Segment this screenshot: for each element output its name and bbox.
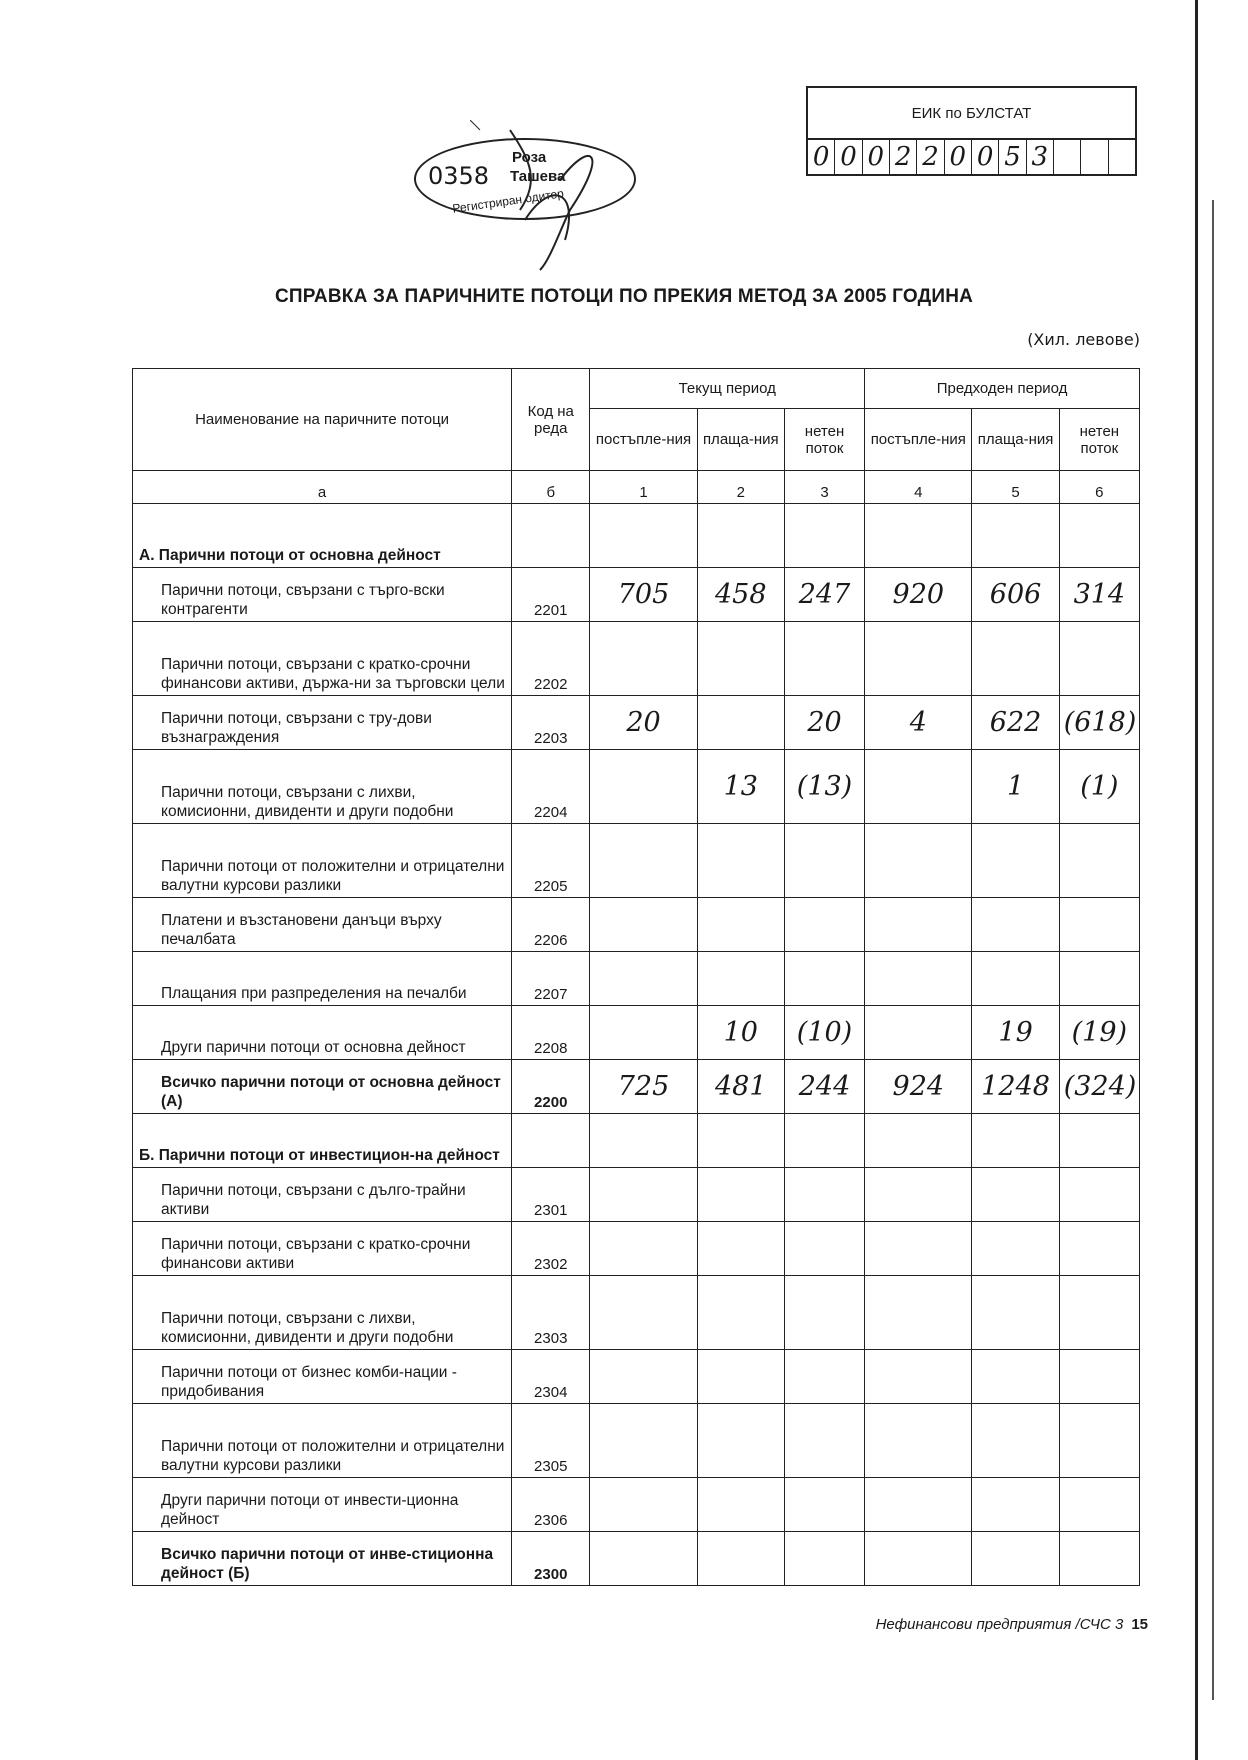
eik-digit <box>1054 140 1081 174</box>
header-previous-period: Предходен период <box>865 369 1140 409</box>
value-cell <box>590 1006 697 1060</box>
value-cell <box>784 622 864 696</box>
value-cell <box>865 1532 972 1586</box>
value-cell <box>784 1478 864 1532</box>
value-cell <box>590 1478 697 1532</box>
table-row <box>133 1276 1140 1350</box>
value-cell <box>1059 1350 1139 1404</box>
value-cell <box>784 824 864 898</box>
row-code: 2302 <box>512 1222 590 1276</box>
header-sub: постъпле-ния <box>590 409 697 471</box>
value-cell <box>697 1222 784 1276</box>
eik-digit <box>1109 140 1135 174</box>
row-name: Парични потоци от положителни и отрицателни валутни курсови разлики <box>133 1404 512 1478</box>
value-cell: 1 <box>972 750 1059 824</box>
header-sub: нетен поток <box>1059 409 1139 471</box>
value-cell <box>865 824 972 898</box>
row-name: Парични потоци от бизнес комби-нации - придобивания <box>133 1350 512 1404</box>
eik-digit: 0 <box>863 140 890 174</box>
value-cell <box>590 1222 697 1276</box>
value-cell: (19) <box>1059 1006 1139 1060</box>
value-cell <box>784 1276 864 1350</box>
value-cell <box>697 1114 784 1168</box>
value-cell: 705 <box>590 568 697 622</box>
header-name: Наименование на паричните потоци <box>133 369 512 471</box>
header-code: Код на реда <box>512 369 590 471</box>
row-code: 2304 <box>512 1350 590 1404</box>
row-name: Парични потоци, свързани с тру-дови възнаграждения <box>133 696 512 750</box>
value-cell: 606 <box>972 568 1059 622</box>
value-cell <box>784 1532 864 1586</box>
page-edge-shadow <box>1212 200 1214 1700</box>
row-code: 2301 <box>512 1168 590 1222</box>
row-code <box>512 1114 590 1168</box>
value-cell: 20 <box>590 696 697 750</box>
value-cell <box>1059 1114 1139 1168</box>
row-name: Парични потоци, свързани с търго-вски контрагенти <box>133 568 512 622</box>
row-name: Парични потоци, свързани с лихви, комисионни, дивиденти и други подобни <box>133 750 512 824</box>
value-cell: (13) <box>784 750 864 824</box>
row-name: А. Парични потоци от основна дейност <box>133 504 512 568</box>
value-cell <box>590 898 697 952</box>
value-cell: (324) <box>1059 1060 1139 1114</box>
row-code: 2207 <box>512 952 590 1006</box>
row-name: Парични потоци, свързани с кратко-срочни финансови активи, държа-ни за търговски цели <box>133 622 512 696</box>
value-cell <box>590 1168 697 1222</box>
value-cell <box>972 1404 1059 1478</box>
value-cell: 244 <box>784 1060 864 1114</box>
section-row <box>133 1114 1140 1168</box>
value-cell <box>865 1114 972 1168</box>
eik-digits <box>808 140 1135 174</box>
value-cell: (10) <box>784 1006 864 1060</box>
value-cell: 920 <box>865 568 972 622</box>
value-cell <box>1059 622 1139 696</box>
column-index: а <box>133 471 512 504</box>
row-name: Всичко парични потоци от инве-стиционна дейност (Б) <box>133 1532 512 1586</box>
row-code: 2306 <box>512 1478 590 1532</box>
value-cell <box>590 824 697 898</box>
value-cell <box>865 1168 972 1222</box>
value-cell <box>1059 1532 1139 1586</box>
value-cell <box>697 1350 784 1404</box>
row-name: Всичко парични потоци от основна дейност (А) <box>133 1060 512 1114</box>
value-cell: 725 <box>590 1060 697 1114</box>
value-cell <box>972 1222 1059 1276</box>
eik-digit: 2 <box>890 140 917 174</box>
stamp-role: Регистриран одитор <box>451 186 565 216</box>
table-row <box>133 824 1140 898</box>
value-cell <box>972 1114 1059 1168</box>
value-cell <box>1059 1478 1139 1532</box>
column-index: 3 <box>784 471 864 504</box>
value-cell <box>865 952 972 1006</box>
value-cell <box>865 898 972 952</box>
stamp-last-name: Ташева <box>510 168 566 185</box>
row-name: Други парични потоци от инвести-ционна дейност <box>133 1478 512 1532</box>
value-cell <box>972 622 1059 696</box>
value-cell: 247 <box>784 568 864 622</box>
value-cell <box>865 1404 972 1478</box>
value-cell: 19 <box>972 1006 1059 1060</box>
value-cell: 314 <box>1059 568 1139 622</box>
row-code: 2303 <box>512 1276 590 1350</box>
value-cell <box>590 1532 697 1586</box>
column-index: 6 <box>1059 471 1139 504</box>
header-sub: плаща-ния <box>972 409 1059 471</box>
column-index: 1 <box>590 471 697 504</box>
eik-digit: 0 <box>945 140 972 174</box>
value-cell: (618) <box>1059 696 1139 750</box>
table-body <box>133 504 1140 1586</box>
value-cell: 481 <box>697 1060 784 1114</box>
row-name: Плащания при разпределения на печалби <box>133 952 512 1006</box>
column-index: 4 <box>865 471 972 504</box>
value-cell <box>784 504 864 568</box>
value-cell <box>697 1532 784 1586</box>
value-cell <box>784 952 864 1006</box>
value-cell <box>590 1276 697 1350</box>
row-code: 2201 <box>512 568 590 622</box>
value-cell <box>972 952 1059 1006</box>
row-code: 2208 <box>512 1006 590 1060</box>
row-name: Б. Парични потоци от инвестицион-на дейност <box>133 1114 512 1168</box>
signature-icon <box>470 120 670 280</box>
row-code: 2203 <box>512 696 590 750</box>
row-name: Парични потоци, свързани с лихви, комисионни, дивиденти и други подобни <box>133 1276 512 1350</box>
page-footer <box>876 1616 1148 1633</box>
value-cell <box>972 898 1059 952</box>
value-cell <box>697 824 784 898</box>
eik-digit: 0 <box>972 140 999 174</box>
value-cell <box>784 1350 864 1404</box>
value-cell <box>972 1532 1059 1586</box>
value-cell <box>590 750 697 824</box>
stamp-number: 0358 <box>428 162 490 190</box>
value-cell <box>972 504 1059 568</box>
section-row <box>133 504 1140 568</box>
eik-digit: 2 <box>917 140 944 174</box>
row-code: 2204 <box>512 750 590 824</box>
value-cell: 13 <box>697 750 784 824</box>
value-cell <box>590 1404 697 1478</box>
row-code: 2305 <box>512 1404 590 1478</box>
row-code: 2300 <box>512 1532 590 1586</box>
value-cell <box>697 622 784 696</box>
value-cell <box>590 952 697 1006</box>
eik-digit <box>1081 140 1108 174</box>
row-code <box>512 504 590 568</box>
table-row <box>133 696 1140 750</box>
value-cell <box>1059 1276 1139 1350</box>
value-cell <box>1059 898 1139 952</box>
eik-digit: 0 <box>808 140 835 174</box>
row-name: Други парични потоци от основна дейност <box>133 1006 512 1060</box>
value-cell <box>1059 1168 1139 1222</box>
value-cell <box>972 824 1059 898</box>
row-name: Парични потоци, свързани с кратко-срочни финансови активи <box>133 1222 512 1276</box>
value-cell: (1) <box>1059 750 1139 824</box>
eik-label: ЕИК по БУЛСТАТ <box>808 88 1135 140</box>
value-cell <box>865 1350 972 1404</box>
cash-flow-table <box>132 368 1140 1586</box>
table-row <box>133 952 1140 1006</box>
table-row <box>133 1350 1140 1404</box>
value-cell: 622 <box>972 696 1059 750</box>
value-cell <box>865 622 972 696</box>
column-index: 5 <box>972 471 1059 504</box>
value-cell: 924 <box>865 1060 972 1114</box>
value-cell <box>697 898 784 952</box>
footer-text: Нефинансови предприятия /СЧС 3 <box>875 1616 1124 1633</box>
row-name: Парични потоци от положителни и отрицателни валутни курсови разлики <box>133 824 512 898</box>
value-cell <box>590 622 697 696</box>
table-row <box>133 622 1140 696</box>
value-cell <box>697 952 784 1006</box>
value-cell: 10 <box>697 1006 784 1060</box>
value-cell <box>1059 504 1139 568</box>
value-cell: 458 <box>697 568 784 622</box>
page-title: СПРАВКА ЗА ПАРИЧНИТЕ ПОТОЦИ ПО ПРЕКИЯ МЕТОД ЗА 2005 ГОДИНА <box>274 286 974 307</box>
eik-digit: 0 <box>835 140 862 174</box>
table-row <box>133 1478 1140 1532</box>
value-cell <box>697 504 784 568</box>
row-name: Платени и възстановени данъци върху печалбата <box>133 898 512 952</box>
column-index: б <box>512 471 590 504</box>
page-number: 15 <box>1131 1616 1148 1633</box>
value-cell <box>865 1478 972 1532</box>
value-cell <box>1059 1404 1139 1478</box>
row-name: Парични потоци, свързани с дълго-трайни активи <box>133 1168 512 1222</box>
value-cell <box>590 1114 697 1168</box>
table-row <box>133 1006 1140 1060</box>
eik-box <box>806 86 1137 176</box>
total-row <box>133 1532 1140 1586</box>
value-cell <box>865 1222 972 1276</box>
value-cell <box>865 750 972 824</box>
row-code: 2205 <box>512 824 590 898</box>
stamp-first-name: Роза <box>512 149 547 166</box>
value-cell: 20 <box>784 696 864 750</box>
page-edge <box>1195 0 1198 1760</box>
table-row <box>133 750 1140 824</box>
table-row <box>133 898 1140 952</box>
value-cell <box>697 1276 784 1350</box>
column-index: 2 <box>697 471 784 504</box>
table-row <box>133 568 1140 622</box>
value-cell <box>590 1350 697 1404</box>
value-cell <box>972 1276 1059 1350</box>
value-cell <box>784 1404 864 1478</box>
value-cell <box>1059 952 1139 1006</box>
value-cell <box>697 696 784 750</box>
header-sub: постъпле-ния <box>865 409 972 471</box>
row-code: 2200 <box>512 1060 590 1114</box>
value-cell: 1248 <box>972 1060 1059 1114</box>
header-sub: нетен поток <box>784 409 864 471</box>
value-cell <box>972 1168 1059 1222</box>
eik-digit: 5 <box>999 140 1026 174</box>
value-cell <box>1059 1222 1139 1276</box>
value-cell <box>972 1478 1059 1532</box>
value-cell <box>784 1222 864 1276</box>
table-row <box>133 1222 1140 1276</box>
value-cell <box>784 1114 864 1168</box>
value-cell <box>697 1478 784 1532</box>
value-cell <box>865 504 972 568</box>
value-cell <box>1059 824 1139 898</box>
value-cell <box>972 1350 1059 1404</box>
row-code: 2206 <box>512 898 590 952</box>
value-cell <box>590 504 697 568</box>
value-cell <box>865 1006 972 1060</box>
header-sub: плаща-ния <box>697 409 784 471</box>
eik-digit: 3 <box>1027 140 1054 174</box>
value-cell <box>865 1276 972 1350</box>
total-row <box>133 1060 1140 1114</box>
value-cell <box>697 1404 784 1478</box>
value-cell: 4 <box>865 696 972 750</box>
unit-label: (Хил. левове) <box>1027 330 1140 349</box>
table-row <box>133 1404 1140 1478</box>
row-code: 2202 <box>512 622 590 696</box>
value-cell <box>784 898 864 952</box>
value-cell <box>697 1168 784 1222</box>
header-current-period: Текущ период <box>590 369 865 409</box>
value-cell <box>784 1168 864 1222</box>
table-row <box>133 1168 1140 1222</box>
